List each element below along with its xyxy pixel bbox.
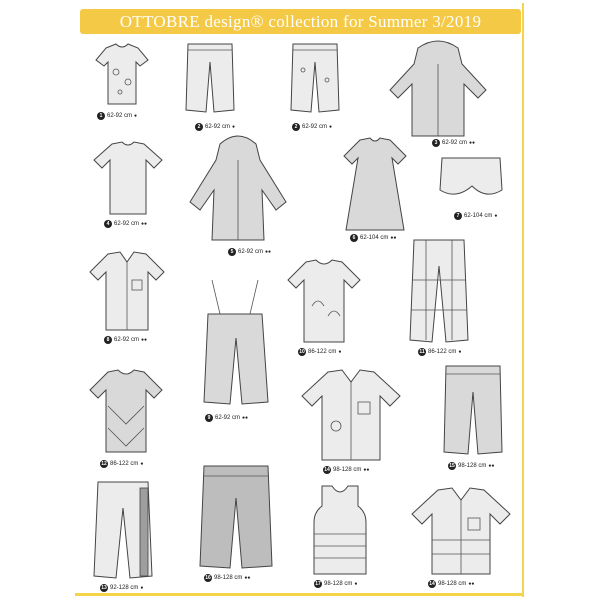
tshirt-illustration [86,366,166,456]
item-label [228,248,271,256]
item-size: 62-92 cm [238,249,264,255]
garment-tanktop-17[interactable] [308,482,372,578]
item-label [205,414,248,422]
garment-pants-2b[interactable] [285,40,345,120]
item-number-badge: 17 [315,581,321,587]
item-label [323,466,369,474]
item-label [448,462,494,470]
garment-shirt-8[interactable] [84,248,170,334]
item-label [104,220,147,228]
item-size: 62-104 cm [360,235,389,241]
item-label [298,348,341,356]
hoodie-illustration [378,38,498,138]
item-number-badge: 8 [104,336,112,344]
item-number-badge: 6 [350,234,358,242]
item-label [204,574,250,582]
item-label [428,580,474,588]
page-border-bottom [75,593,524,596]
item-difficulty: ● [232,124,236,130]
item-size: 98-128 cm [333,467,362,473]
item-size: 86-122 cm [110,461,139,467]
item-number-badge: 1 [97,112,105,120]
item-difficulty: ●● [468,581,475,587]
garment-overalls-9[interactable] [190,278,280,410]
garment-pants-11[interactable] [404,236,474,346]
item-size: 62-92 cm [114,221,140,227]
item-size: 86-122 cm [428,349,457,355]
item-size: 62-92 cm [302,124,328,130]
item-size: 98-128 cm [214,575,243,581]
item-number-badge: 2 [292,123,300,131]
garment-tshirt-10[interactable] [284,256,364,346]
item-difficulty: ●● [390,235,397,241]
item-difficulty: ● [329,124,333,130]
garment-tshirt-12[interactable] [86,366,166,456]
header-banner [80,9,521,34]
item-label [97,112,137,120]
item-difficulty: ●● [244,575,251,581]
pants-illustration [285,40,345,120]
item-label [104,336,147,344]
item-label [418,348,461,356]
pants-illustration [180,40,240,120]
item-size: 62-104 cm [464,213,493,219]
garment-tshirt-1[interactable] [92,42,152,112]
tanktop-illustration [308,482,372,578]
item-label [314,580,357,588]
page-title: OTTOBRE design® collection for Summer 3/2019 [119,11,482,31]
shorts-illustration [438,362,508,458]
garment-shorts-16[interactable] [196,462,276,572]
jacket-illustration [178,132,298,244]
garment-dress-6[interactable] [330,134,420,234]
item-size: 62-92 cm [215,415,241,421]
item-size: 92-128 cm [110,585,139,591]
joggers-illustration [90,478,156,582]
garment-hoodie-3[interactable] [378,38,498,138]
overalls-illustration [190,278,280,410]
shorts-illustration [196,462,276,572]
item-difficulty: ●● [488,463,495,469]
item-label [432,139,475,147]
dress-illustration [330,134,420,234]
item-label [350,234,396,242]
item-difficulty: ● [140,461,144,467]
tshirt-illustration [284,256,364,346]
item-label [195,123,235,131]
item-number-badge: 9 [205,414,213,422]
item-size: 62-92 cm [114,337,140,343]
item-difficulty: ● [494,213,498,219]
item-number-badge: 7 [454,212,462,220]
item-number-badge: 2 [195,123,203,131]
item-difficulty: ●● [141,337,148,343]
item-difficulty: ● [458,349,462,355]
item-size: 98-128 cm [438,581,467,587]
shirt-illustration [84,248,170,334]
page-border-right [522,3,524,597]
tshirt-illustration [92,42,152,112]
item-size: 98-128 cm [458,463,487,469]
garment-blouse-4[interactable] [88,138,168,218]
blouse-illustration [88,138,168,218]
item-size: 86-122 cm [308,349,337,355]
item-size: 98-128 cm [324,581,353,587]
item-difficulty: ●● [141,221,148,227]
shirt-illustration [406,484,516,578]
item-difficulty: ● [354,581,358,587]
item-size: 62-92 cm [107,113,133,119]
item-number-badge: 10 [299,349,305,355]
item-difficulty: ●● [363,467,370,473]
item-difficulty: ●● [242,415,249,421]
item-difficulty: ● [140,585,144,591]
item-size: 62-92 cm [442,140,468,146]
item-number-badge: 4 [104,220,112,228]
garment-shirt-14a[interactable] [296,366,406,464]
item-size: 62-92 cm [205,124,231,130]
item-label [292,123,332,131]
item-number-badge: 14 [429,581,435,587]
item-difficulty: ●● [265,249,272,255]
bloomers-illustration [436,150,506,206]
shirt-illustration [296,366,406,464]
item-number-badge: 11 [419,349,425,355]
item-difficulty: ● [134,113,138,119]
item-label [100,584,143,592]
item-number-badge: 3 [432,139,440,147]
item-difficulty: ●● [469,140,476,146]
item-difficulty: ● [338,349,342,355]
item-number-badge: 5 [228,248,236,256]
pants-illustration [404,236,474,346]
item-label [100,460,143,468]
item-number-badge: 12 [101,461,107,467]
garment-pants-2a[interactable] [180,40,240,120]
item-number-badge: 14 [324,467,330,473]
garment-bloomers-7[interactable] [436,150,506,206]
garment-jacket-5[interactable] [178,132,298,244]
item-number-badge: 16 [205,575,211,581]
garment-shorts-15[interactable] [438,362,508,458]
item-number-badge: 13 [101,585,107,591]
garment-joggers-13[interactable] [90,478,156,582]
item-label [454,212,497,220]
item-number-badge: 15 [449,463,455,469]
garment-shirt-14b[interactable] [406,484,516,578]
